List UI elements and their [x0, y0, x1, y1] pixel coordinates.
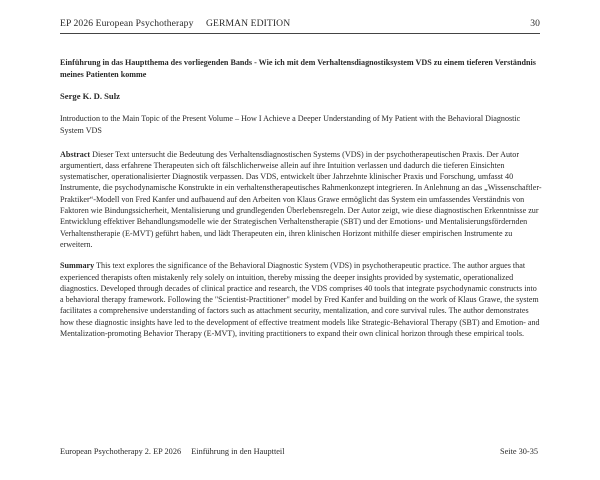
article-title-english: Introduction to the Main Topic of the Present Volume – How I Achieve a Deeper Understanding of My Patient with the Behavioral Diagnostic System VDS — [60, 114, 521, 135]
summary-label: Summary — [60, 261, 95, 271]
article-author: Serge K. D. Sulz — [60, 91, 120, 102]
footer-journal: European Psychotherapy 2. EP 2026 — [60, 447, 182, 456]
abstract-label: Abstract — [60, 149, 91, 159]
article-body — [60, 57, 542, 349]
header-page-number: 30 — [530, 18, 540, 29]
footer-section: Einführung in den Hauptteil — [191, 447, 285, 456]
running-footer — [60, 447, 538, 456]
abstract-paragraph — [60, 149, 542, 251]
footer-pages: Seite 30-35 — [499, 447, 538, 456]
abstract-text: Dieser Text untersucht die Bedeutung des Verhaltensdiagnostischen Systems (VDS) in der psychotherapeutischen Praxis. Der Autor argumentiert, dass erfahrene Therapeuten sich oft fälschlicherweise allein auf ihre Intuition verlassen und dadurch die tieferen Einsichten systematischer, operationalisierter Diagnostik verpassen. Das VDS, entwickelt über Jahrzehnte klinischer Praxis und Forschung, umfasst 40 Instrumente, die psychodynamische Konstrukte in ein verhaltenstherapeutisches Rahmenkonzept integrieren. In Anlehnung an das „Wissenschaftler-Praktiker“-Modell von Fred Kanfer und aufbauend auf den Arbeiten von Klaus Grawe ermöglicht das System ein umfassendes Verständnis von Faktoren wie Bindungssicherheit, Mentalisierung und grundlegenden Überlebensregeln. Der Autor zeigt, wie diese diagnostischen Erkenntnisse zur Entwicklung effektiver Behandlungsmodelle wie der Strategischen Verhaltenstherapie (SBT) und der Emotions- und Mentalisierungsfördernden Verhaltenstherapie (E-MVT) geführt haben, und lädt Therapeuten ein, ihren klinischen Horizont mithilfe dieser empirischen Instrumente zu erweitern. — [60, 149, 542, 249]
running-footer-left — [60, 447, 285, 456]
running-header — [60, 18, 540, 34]
article-title-german: Einführung in das Hauptthema des vorliegenden Bands - Wie ich mit dem Verhaltensdiagnostiksystem VDS zu einem tieferen Verständnis meines Patienten komme — [60, 58, 536, 79]
header-edition: GERMAN EDITION — [205, 18, 291, 29]
summary-paragraph — [60, 260, 542, 339]
summary-text: This text explores the significance of the Behavioral Diagnostic System (VDS) in psychotherapeutic practice. The author argues that experienced therapists often mistakenly rely solely on intuition, thereby missing the deeper insights provided by systematic, operationalized diagnostics. Developed through decades of clinical practice and research, the VDS comprises 40 tools that integrate psychodynamic constructs into a behavioral therapy framework. Following the "Scientist-Practitioner" model by Fred Kanfer and building on the work of Klaus Grawe, the system facilitates a comprehensive understanding of factors such as attachment security, mentalization, and core survival rules. The author demonstrates how these diagnostic insights have led to the development of effective treatment models like Strategic-Behavioral Therapy (SBT) and Emotion- and Mentalization-promoting Behavior Therapy (E-MVT), inviting practitioners to expand their own clinical horizon through these empirical tools. — [60, 261, 540, 339]
header-journal: EP 2026 European Psychotherapy — [60, 18, 194, 29]
running-header-left — [60, 18, 290, 29]
